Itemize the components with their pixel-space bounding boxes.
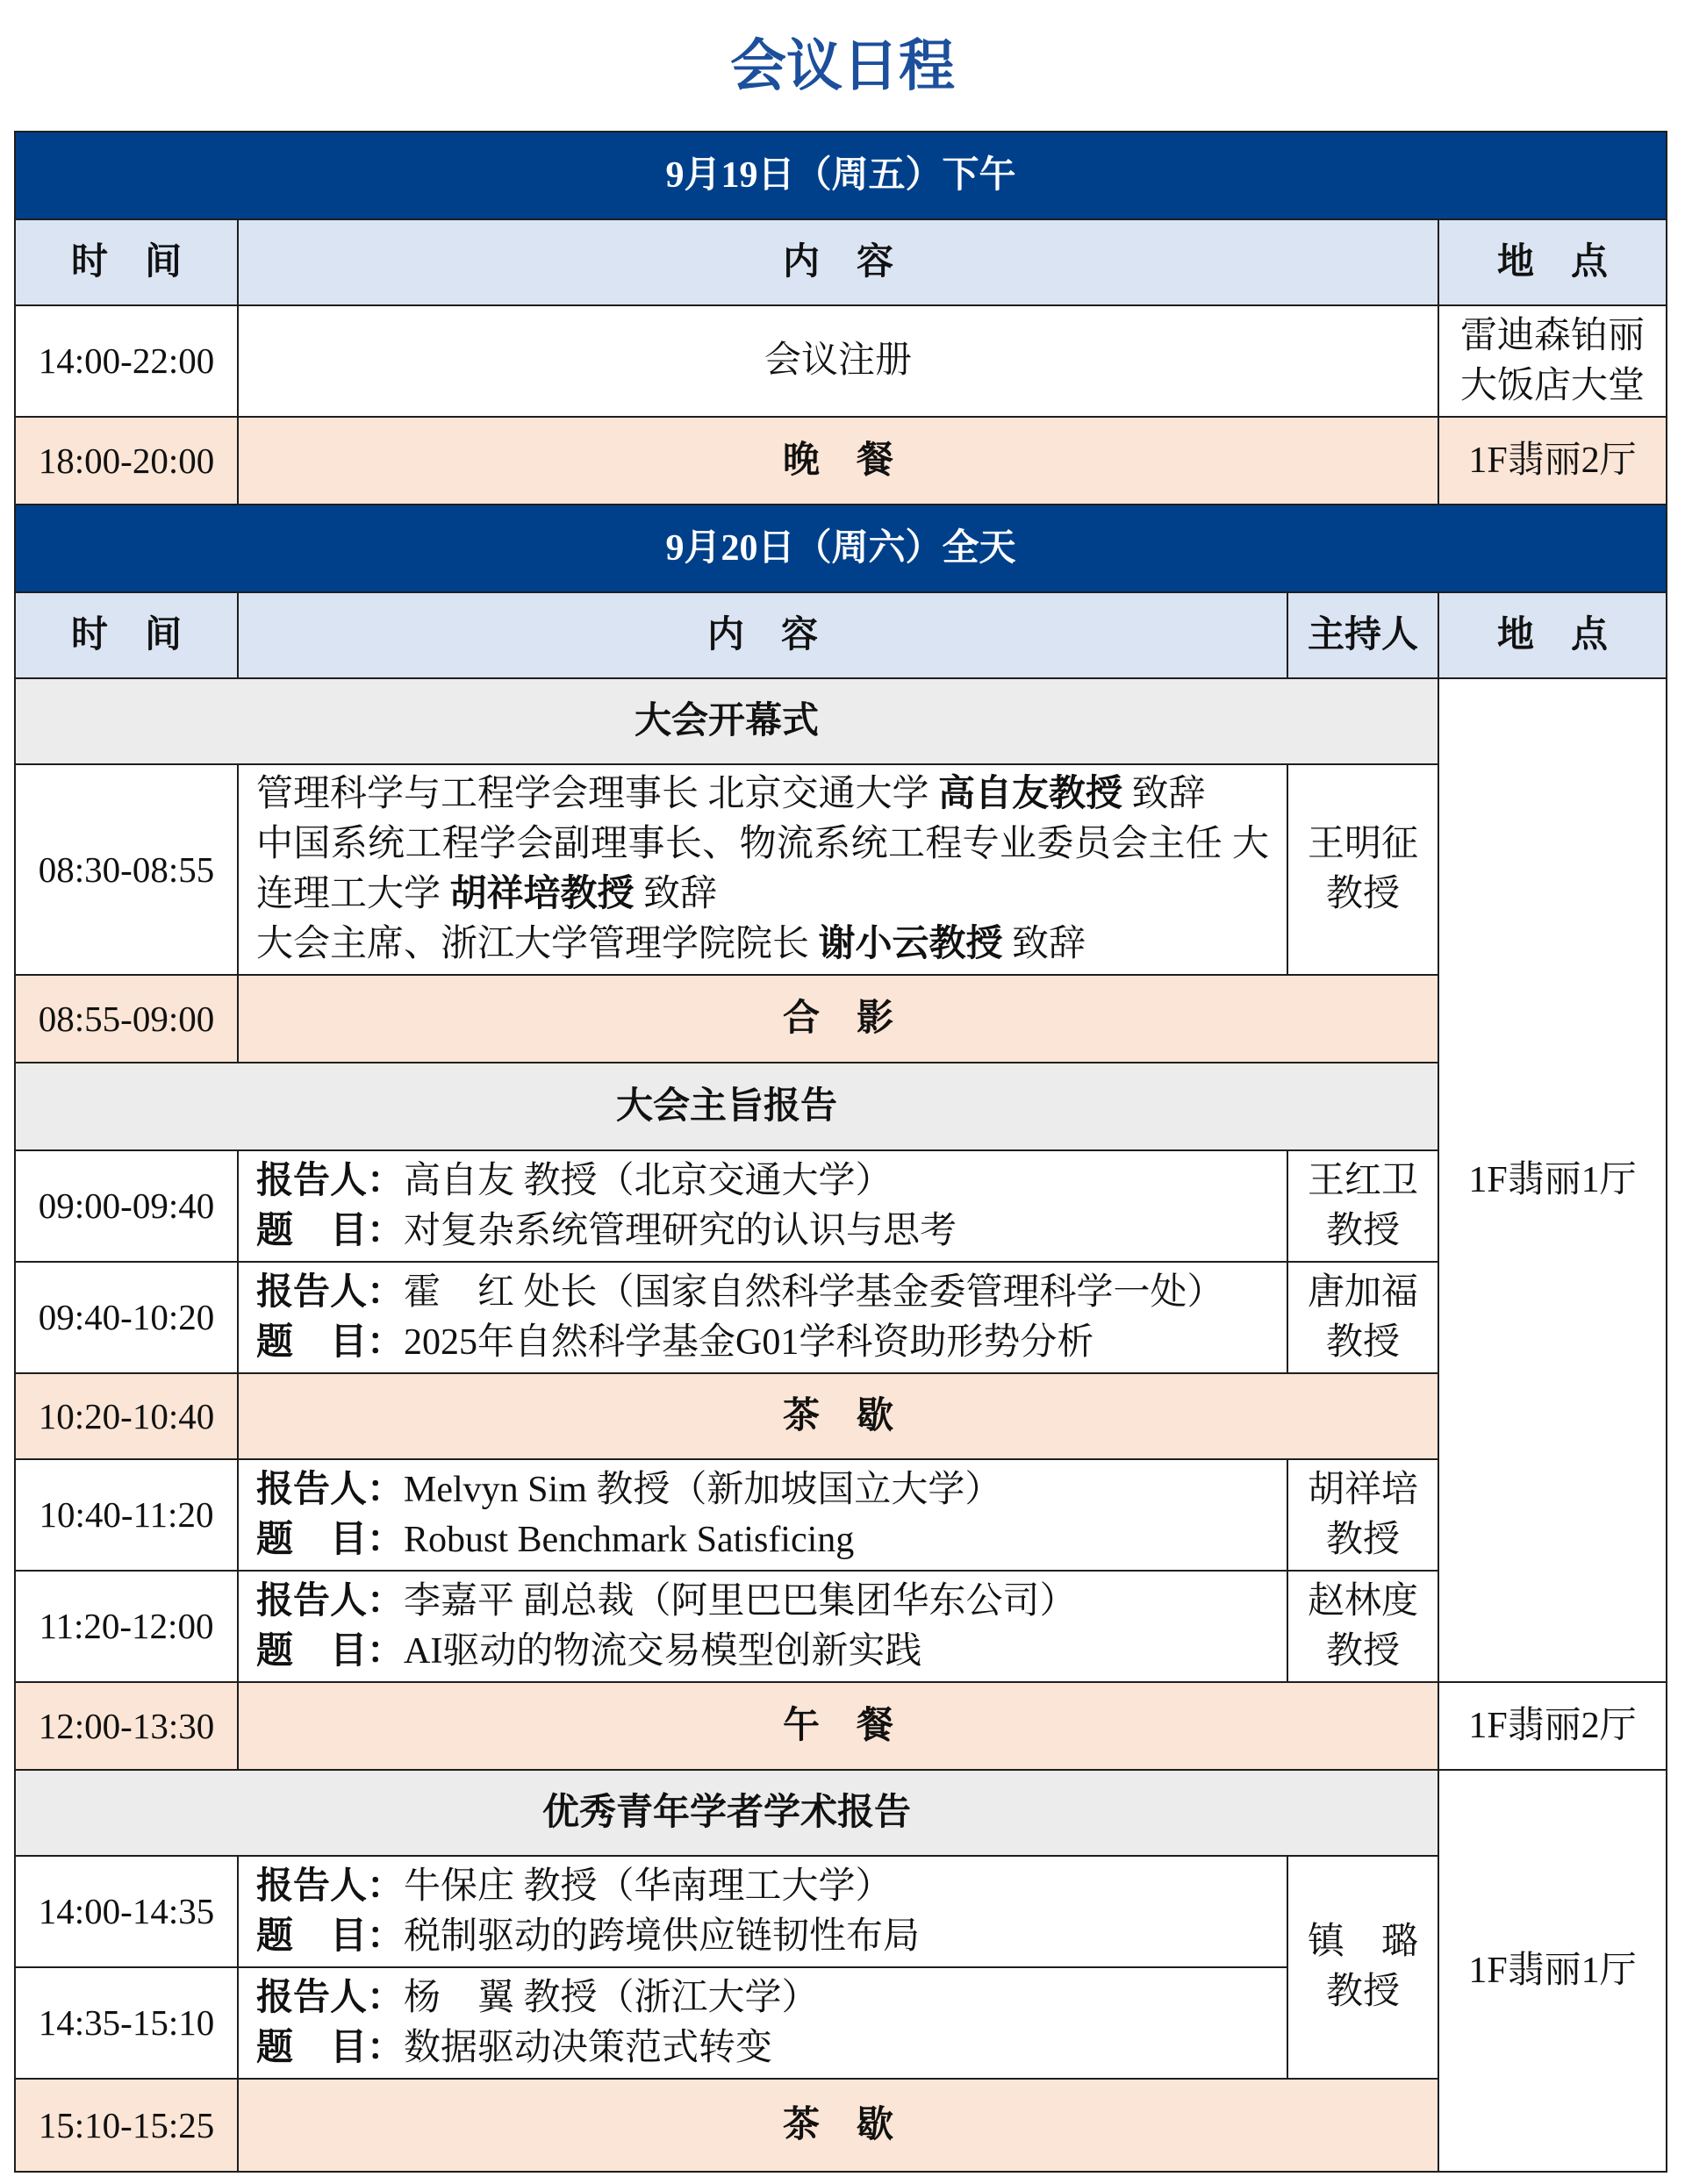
host-title: 教授	[1325, 1210, 1400, 1251]
host-title: 教授	[1325, 874, 1400, 914]
time-cell: 08:30-08:55	[16, 765, 237, 974]
speaker-name: Melvyn Sim 教授（新加坡国立大学）	[404, 1469, 1002, 1510]
talk-details	[256, 1156, 957, 1257]
topic-line	[256, 1627, 1077, 1677]
topic-line	[256, 1318, 1224, 1368]
section-header-opening: 大会开幕式	[16, 679, 1438, 763]
meal-cell-dinner: 晚 餐	[239, 418, 1438, 504]
talk-content-cell	[239, 1572, 1287, 1681]
time-cell: 11:20-12:00	[16, 1572, 237, 1681]
venue-cell-morning: 1F翡丽1厅	[1439, 679, 1666, 1681]
talk-content-cell	[239, 1968, 1287, 2078]
topic-line	[256, 1912, 920, 1962]
time-cell: 09:40-10:20	[16, 1263, 237, 1372]
topic-label: 题 目：	[256, 1915, 405, 1957]
speaker-label: 报告人：	[256, 1271, 405, 1313]
talk-topic: 对复杂系统管理研究的认识与思考	[404, 1210, 957, 1251]
speaker-label: 报告人：	[256, 1580, 405, 1622]
host-cell	[1288, 1857, 1438, 2078]
speaker-name: 牛保庄 教授（华南理工大学）	[404, 1865, 893, 1907]
talk-topic: 数据驱动决策范式转变	[404, 2027, 773, 2068]
opening-speech	[256, 820, 1269, 920]
speech-speaker: 谢小云教授	[818, 924, 1003, 964]
time-cell: 14:35-15:10	[16, 1968, 237, 2078]
time-cell: 18:00-20:00	[16, 418, 237, 504]
speech-speaker: 胡祥培教授	[449, 874, 635, 914]
talk-details	[256, 1268, 1224, 1368]
page-title: 会议日程	[730, 35, 955, 97]
speaker-name: 霍 红 处长（国家自然科学基金委管理科学一处）	[404, 1271, 1224, 1313]
time-cell: 12:00-13:30	[16, 1683, 237, 1769]
speaker-name: 杨 翼 教授（浙江大学）	[404, 1977, 819, 2018]
venue-cell	[1439, 306, 1666, 416]
tea-break-cell: 茶 歇	[239, 2080, 1438, 2171]
host-cell	[1288, 765, 1438, 974]
column-header-time: 时 间	[16, 593, 237, 677]
column-header-content: 内 容	[239, 220, 1438, 304]
host-name: 赵林度	[1307, 1580, 1418, 1622]
speaker-label: 报告人：	[256, 1160, 405, 1201]
speech-action: 致辞	[1012, 924, 1086, 964]
speaker-label: 报告人：	[256, 1977, 405, 2018]
host-name: 王红卫	[1307, 1160, 1418, 1201]
speech-action: 致辞	[1131, 774, 1206, 814]
talk-details	[256, 1465, 1001, 1565]
topic-line	[256, 1207, 957, 1257]
venue-line: 雷迪森铂丽	[1459, 315, 1645, 356]
content-cell-registration: 会议注册	[239, 306, 1438, 416]
topic-line	[256, 2023, 819, 2073]
speaker-line	[256, 1577, 1077, 1627]
talk-topic: 2025年自然科学基金G01学科资助形势分析	[404, 1321, 1094, 1363]
venue-line: 大饭店大堂	[1459, 365, 1645, 406]
host-name: 胡祥培	[1307, 1469, 1418, 1510]
host-cell	[1288, 1151, 1438, 1261]
host-title: 教授	[1325, 1321, 1400, 1363]
speech-role: 管理科学与工程学会理事长 北京交通大学	[256, 774, 929, 814]
time-cell: 10:20-10:40	[16, 1374, 237, 1458]
column-header-host: 主持人	[1288, 593, 1438, 677]
speech-role: 大会主席、浙江大学管理学院院长	[256, 924, 810, 964]
time-cell: 14:00-14:35	[16, 1857, 237, 1966]
talk-topic: 税制驱动的跨境供应链韧性布局	[404, 1915, 921, 1957]
talk-content-cell	[239, 1857, 1287, 1966]
topic-label: 题 目：	[256, 1321, 405, 1363]
speech-speaker: 高自友教授	[938, 774, 1123, 814]
talk-details	[256, 1862, 920, 1962]
topic-label: 题 目：	[256, 2027, 405, 2068]
venue-cell-lunch: 1F翡丽2厅	[1439, 1683, 1666, 1769]
day-header-sep-19: 9月19日（周五）下午	[16, 132, 1666, 218]
speaker-line	[256, 1465, 1001, 1515]
venue-cell: 1F翡丽2厅	[1439, 418, 1666, 504]
column-header-venue: 地 点	[1439, 220, 1666, 304]
section-header-keynote: 大会主旨报告	[16, 1063, 1438, 1149]
day-header-sep-20: 9月20日（周六）全天	[16, 505, 1666, 591]
host-cell	[1288, 1572, 1438, 1681]
host-cell	[1288, 1460, 1438, 1570]
time-cell: 10:40-11:20	[16, 1460, 237, 1570]
host-title: 教授	[1325, 1519, 1400, 1560]
opening-speeches-cell	[239, 765, 1287, 974]
time-cell: 09:00-09:40	[16, 1151, 237, 1261]
speaker-name: 李嘉平 副总裁（阿里巴巴集团华东公司）	[404, 1580, 1077, 1622]
topic-label: 题 目：	[256, 1630, 405, 1672]
host-cell	[1288, 1263, 1438, 1372]
talk-topic: AI驱动的物流交易模型创新实践	[404, 1630, 922, 1672]
section-header-young-scholars: 优秀青年学者学术报告	[16, 1771, 1438, 1855]
meal-cell-lunch: 午 餐	[239, 1683, 1438, 1769]
host-title: 教授	[1325, 1972, 1400, 2012]
column-header-content: 内 容	[239, 593, 1287, 677]
speaker-line	[256, 1156, 957, 1207]
column-header-venue: 地 点	[1439, 593, 1666, 677]
opening-speech	[256, 920, 1269, 970]
time-cell: 14:00-22:00	[16, 306, 237, 416]
host-name: 唐加福	[1307, 1271, 1418, 1313]
speaker-line	[256, 1268, 1224, 1318]
opening-speeches	[256, 770, 1269, 970]
speech-role: 中国系统工程学会副理事长、物流系统工程专业委员会主任 大连理工大学	[256, 824, 1269, 914]
host-name: 镇 璐	[1307, 1922, 1418, 1962]
schedule-table	[14, 131, 1667, 2173]
group-photo-cell: 合 影	[239, 976, 1438, 1062]
column-header-time: 时 间	[16, 220, 237, 304]
time-cell: 08:55-09:00	[16, 976, 237, 1062]
opening-speech	[256, 770, 1269, 820]
venue-cell-afternoon: 1F翡丽1厅	[1439, 1771, 1666, 2171]
topic-line	[256, 1515, 1001, 1565]
speaker-label: 报告人：	[256, 1865, 405, 1907]
speaker-name: 高自友 教授（北京交通大学）	[404, 1160, 893, 1201]
topic-label: 题 目：	[256, 1519, 405, 1560]
host-title: 教授	[1325, 1630, 1400, 1672]
time-cell: 15:10-15:25	[16, 2080, 237, 2171]
talk-content-cell	[239, 1460, 1287, 1570]
tea-break-cell: 茶 歇	[239, 1374, 1438, 1458]
speaker-label: 报告人：	[256, 1469, 405, 1510]
talk-content-cell	[239, 1263, 1287, 1372]
speech-action: 致辞	[643, 874, 718, 914]
talk-details	[256, 1577, 1077, 1677]
speaker-line	[256, 1862, 920, 1912]
topic-label: 题 目：	[256, 1210, 405, 1251]
talk-content-cell	[239, 1151, 1287, 1261]
speaker-line	[256, 1973, 819, 2023]
talk-topic: Robust Benchmark Satisficing	[404, 1519, 855, 1560]
talk-details	[256, 1973, 819, 2073]
host-name: 王明征	[1307, 824, 1418, 864]
